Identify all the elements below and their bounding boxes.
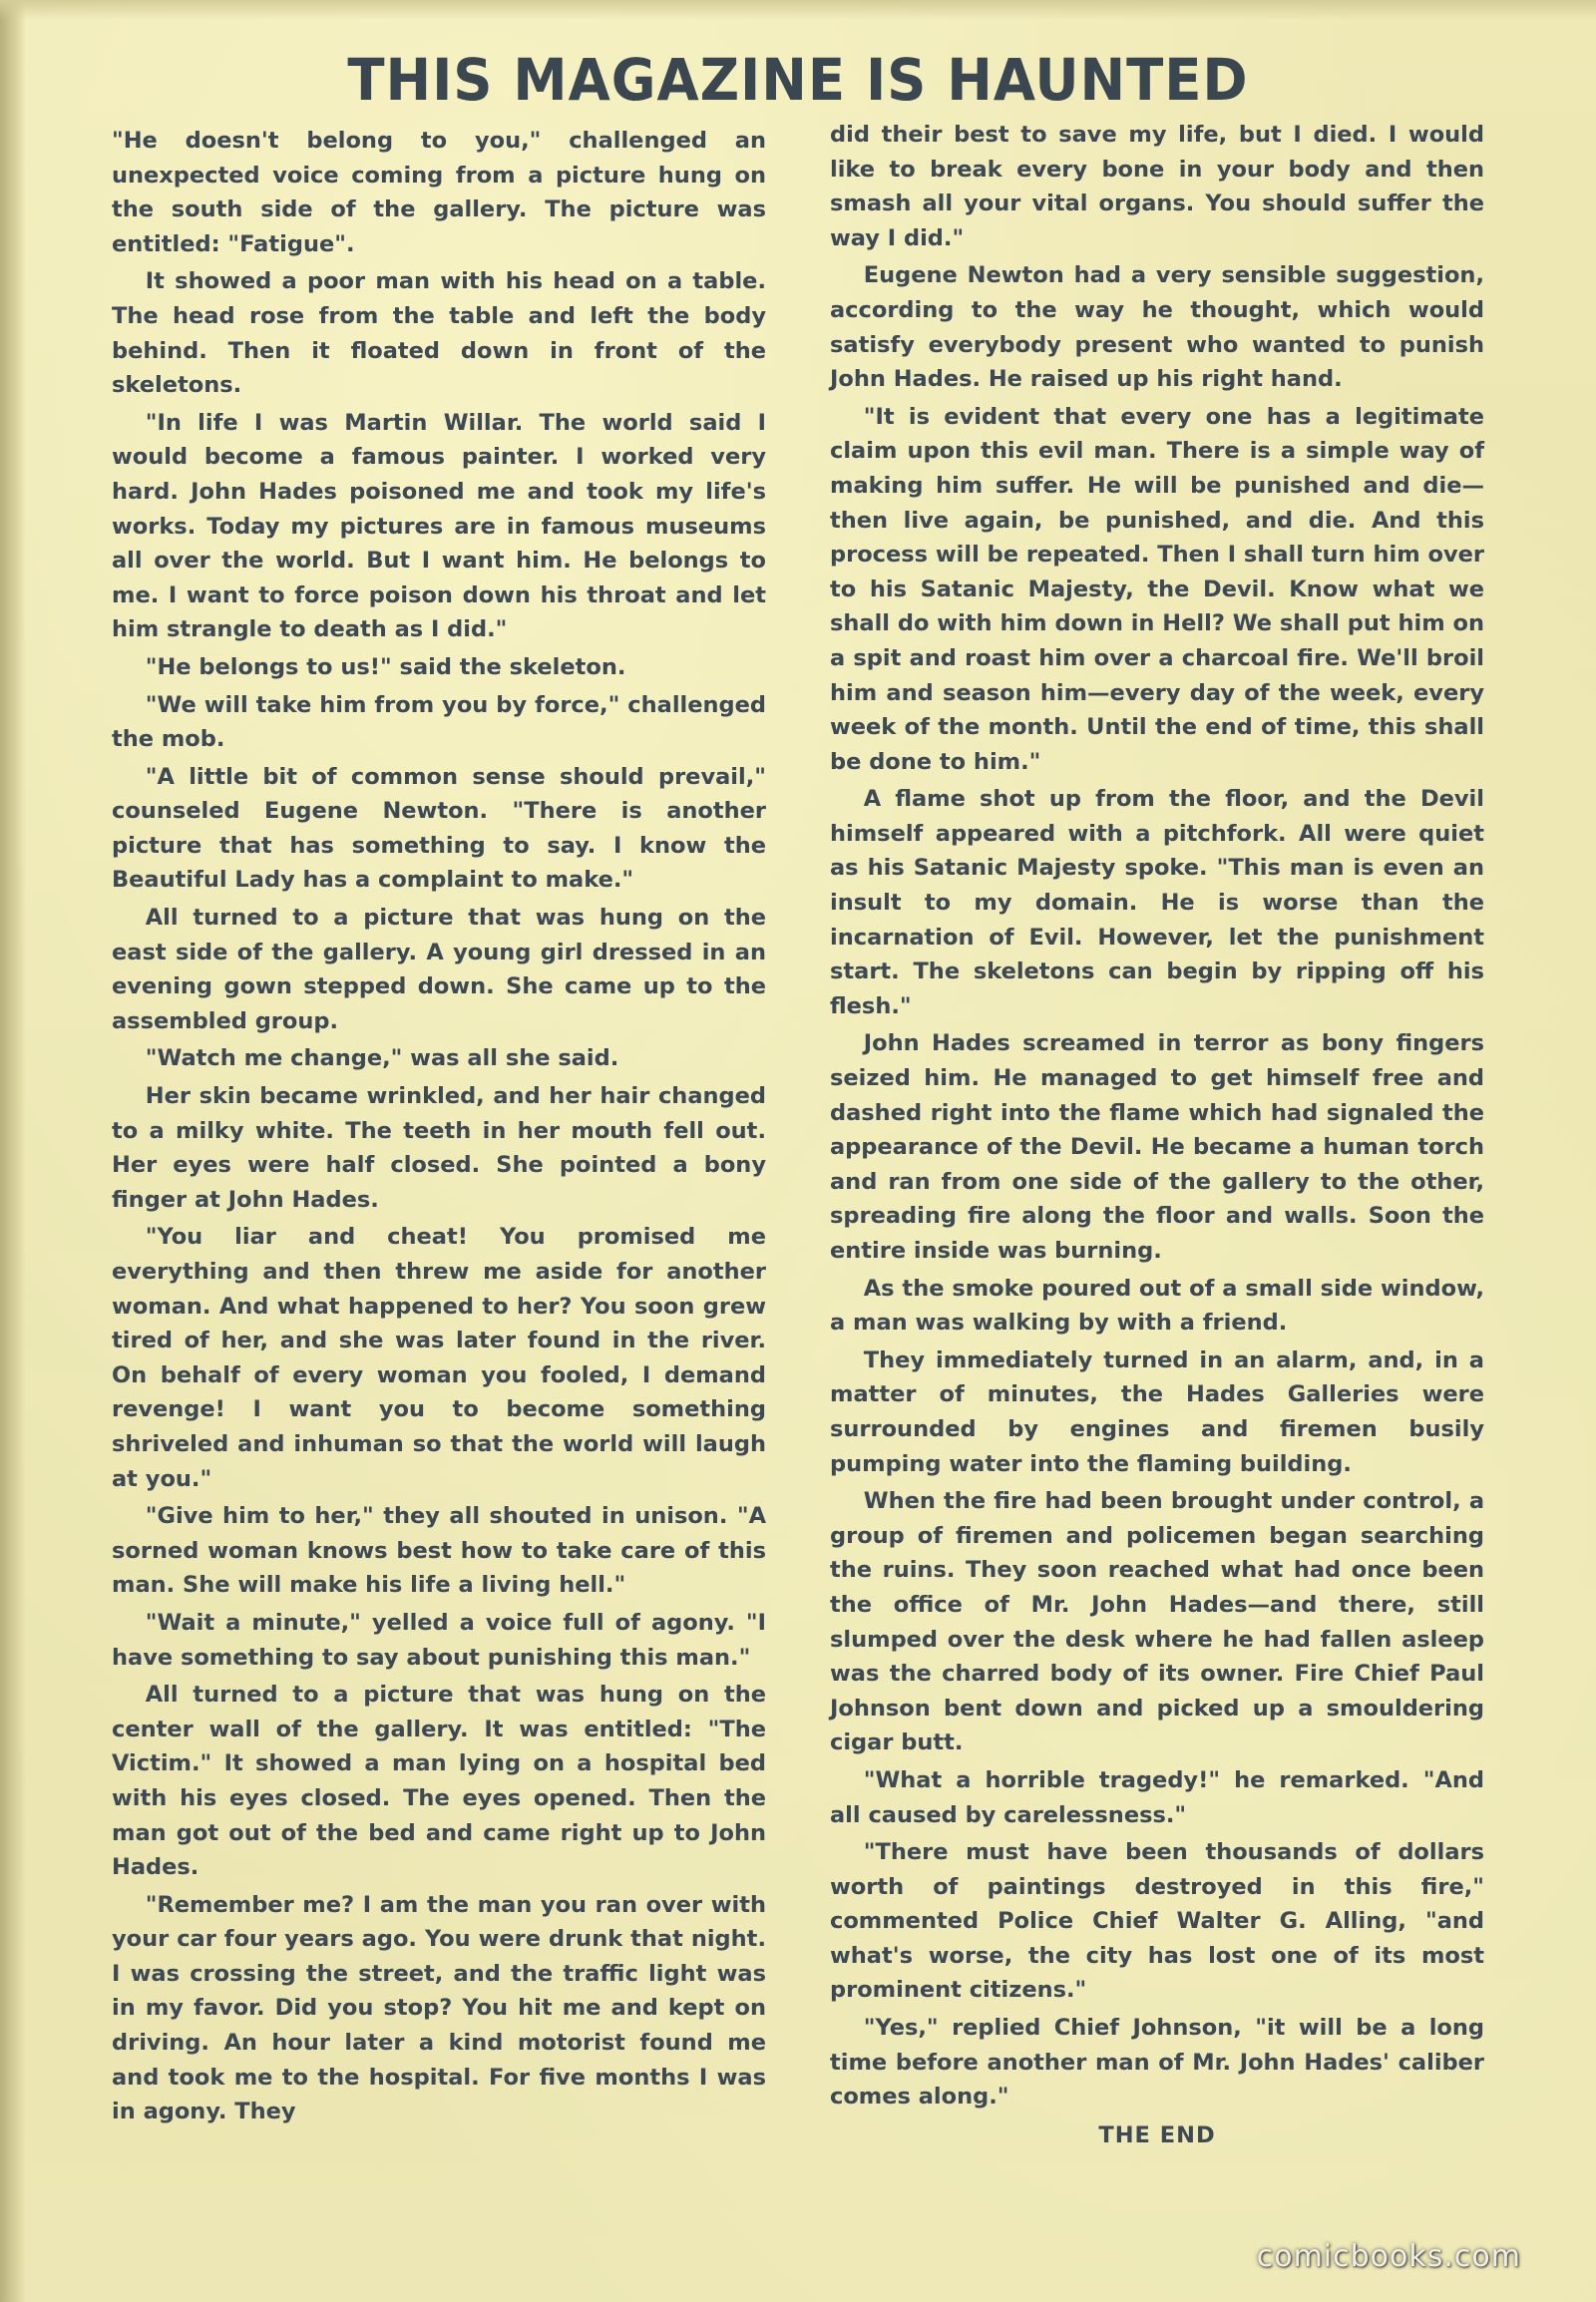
paragraph: As the smoke poured out of a small side window, a man was walking by with a friend. <box>830 1275 1484 1337</box>
paragraph: "He doesn't belong to you," challenged an unexpected voice coming from a picture hung on the south side of the gallery. The picture was entitled: "Fatigue". <box>112 128 766 257</box>
paragraph: did their best to save my life, but I died. I would like to break every bone in your body and then smash all your vital organs. You should suffer the way I did." <box>830 122 1484 251</box>
site-watermark: comicbooks.com <box>1256 2239 1521 2274</box>
paragraph: "Yes," replied Chief Johnson, "it will be a long time before another man of Mr. John Hades' caliber comes along." <box>830 2015 1484 2110</box>
paragraph: "It is evident that every one has a legitimate claim upon this evil man. There is a simple way of making him suffer. He will be punished and die—then live again, be punished, and die. And this process will be repeated. Then I shall turn him over to his Satanic Majesty, the Devil. Know what we shall do with him down in Hell? We shall put him on a spit and roast him over a charcoal fire. We'll broil him and season him—every day of the week, every week of the month. Until the end of time, this shall be done to him." <box>830 403 1484 775</box>
paragraph: "You liar and cheat! You promised me everything and then threw me aside for another woman. And what happened to her? You soon grew tired of her, and she was later found in the river. On behalf of every woman you fooled, I demand revenge! I want you to become something shriveled and inhuman so that the world will laugh at you." <box>112 1224 766 1492</box>
paragraph: "There must have been thousands of dollars worth of paintings destroyed in this fire," commented Police Chief Walter G. Alling, "and what's worse, the city has lost one of its most prominent citizens." <box>830 1839 1484 2004</box>
paragraph: All turned to a picture that was hung on the center wall of the gallery. It was entitled: "The Victim." It showed a man lying on a hospital bed with his eyes closed. The eyes opened. Then the man got out of the bed and came right up to John Hades. <box>112 1682 766 1881</box>
paragraph: All turned to a picture that was hung on the east side of the gallery. A young girl dressed in an evening gown stepped down. She came up to the assembled group. <box>112 905 766 1034</box>
page-edge-shadow <box>0 0 26 2302</box>
paragraph: Her skin became wrinkled, and her hair changed to a milky white. The teeth in her mouth fell out. Her eyes were half closed. She pointed a bony finger at John Hades. <box>112 1083 766 1213</box>
left-text-column <box>112 124 766 2132</box>
paragraph: "He belongs to us!" said the skeleton. <box>145 653 626 680</box>
paragraph: A flame shot up from the floor, and the Devil himself appeared with a pitchfork. All were quiet as his Satanic Majesty spoke. "This man is even an insult to my domain. He is worse than the incarnation of Evil. However, let the punishment start. The skeletons can begin by ripping off his flesh." <box>830 786 1484 1019</box>
paragraph: "Wait a minute," yelled a voice full of agony. "I have something to say about punishing this man." <box>112 1609 766 1671</box>
paragraph: "A little bit of common sense should prevail," counseled Eugene Newton. "There is another picture that has something to say. I know the Beautiful Lady has a complaint to make." <box>112 763 766 894</box>
paragraph: "What a horrible tragedy!" he remarked. "And all caused by carelessness." <box>830 1766 1484 1828</box>
page-top-shadow <box>0 0 1596 20</box>
paragraph: "We will take him from you by force," challenged the mob. <box>112 691 766 753</box>
the-end-label: THE END <box>1098 2121 1216 2148</box>
paragraph: "Give him to her," they all shouted in unison. "A sorned woman knows best how to take care of this man. She will make his life a living hell." <box>112 1503 766 1599</box>
paragraph: When the fire had been brought under control, a group of firemen and policemen began searching the ruins. They soon reached what had once been the office of Mr. John Hades—and there, still slumped over the desk where he had fallen asleep was the charred body of its owner. Fire Chief Paul Johnson bent down and picked up a smouldering cigar butt. <box>830 1488 1484 1756</box>
paragraph: "Watch me change," was all she said. <box>145 1045 619 1072</box>
paragraph: "Remember me? I am the man you ran over with your car four years ago. You were drunk that night. I was crossing the street, and the traffic light was in my favor. Did you stop? You hit me and kept on driving. An hour later a kind motorist found me and took me to the hospital. For five months I was in agony. They <box>112 1891 766 2125</box>
paragraph: They immediately turned in an alarm, and, in a matter of minutes, the Hades Galleries were surrounded by engines and firemen busily pumping water into the flaming building. <box>830 1346 1484 1477</box>
paragraph: It showed a poor man with his head on a table. The head rose from the table and left the body behind. Then it floated down in front of the skeletons. <box>112 268 766 399</box>
page-title: THIS MAGAZINE IS HAUNTED <box>347 46 1249 114</box>
right-text-column <box>830 118 1484 2155</box>
paragraph: John Hades screamed in terror as bony fingers seized him. He managed to get himself free and dashed right into the flame which had signaled the appearance of the Devil. He became a human torch and ran from one side of the gallery to the other, spreading fire along the floor and walls. Soon the entire inside was burning. <box>830 1030 1484 1264</box>
paragraph: "In life I was Martin Willar. The world said I would become a famous painter. I worked very hard. John Hades poisoned me and took my life's works. Today my pictures are in famous museums all over the world. But I want him. He belongs to me. I want to force poison down his throat and let him strangle to death as I did." <box>112 409 766 643</box>
paragraph: Eugene Newton had a very sensible suggestion, according to the way he thought, which would satisfy everybody present who wanted to punish John Hades. He raised up his right hand. <box>830 262 1484 393</box>
